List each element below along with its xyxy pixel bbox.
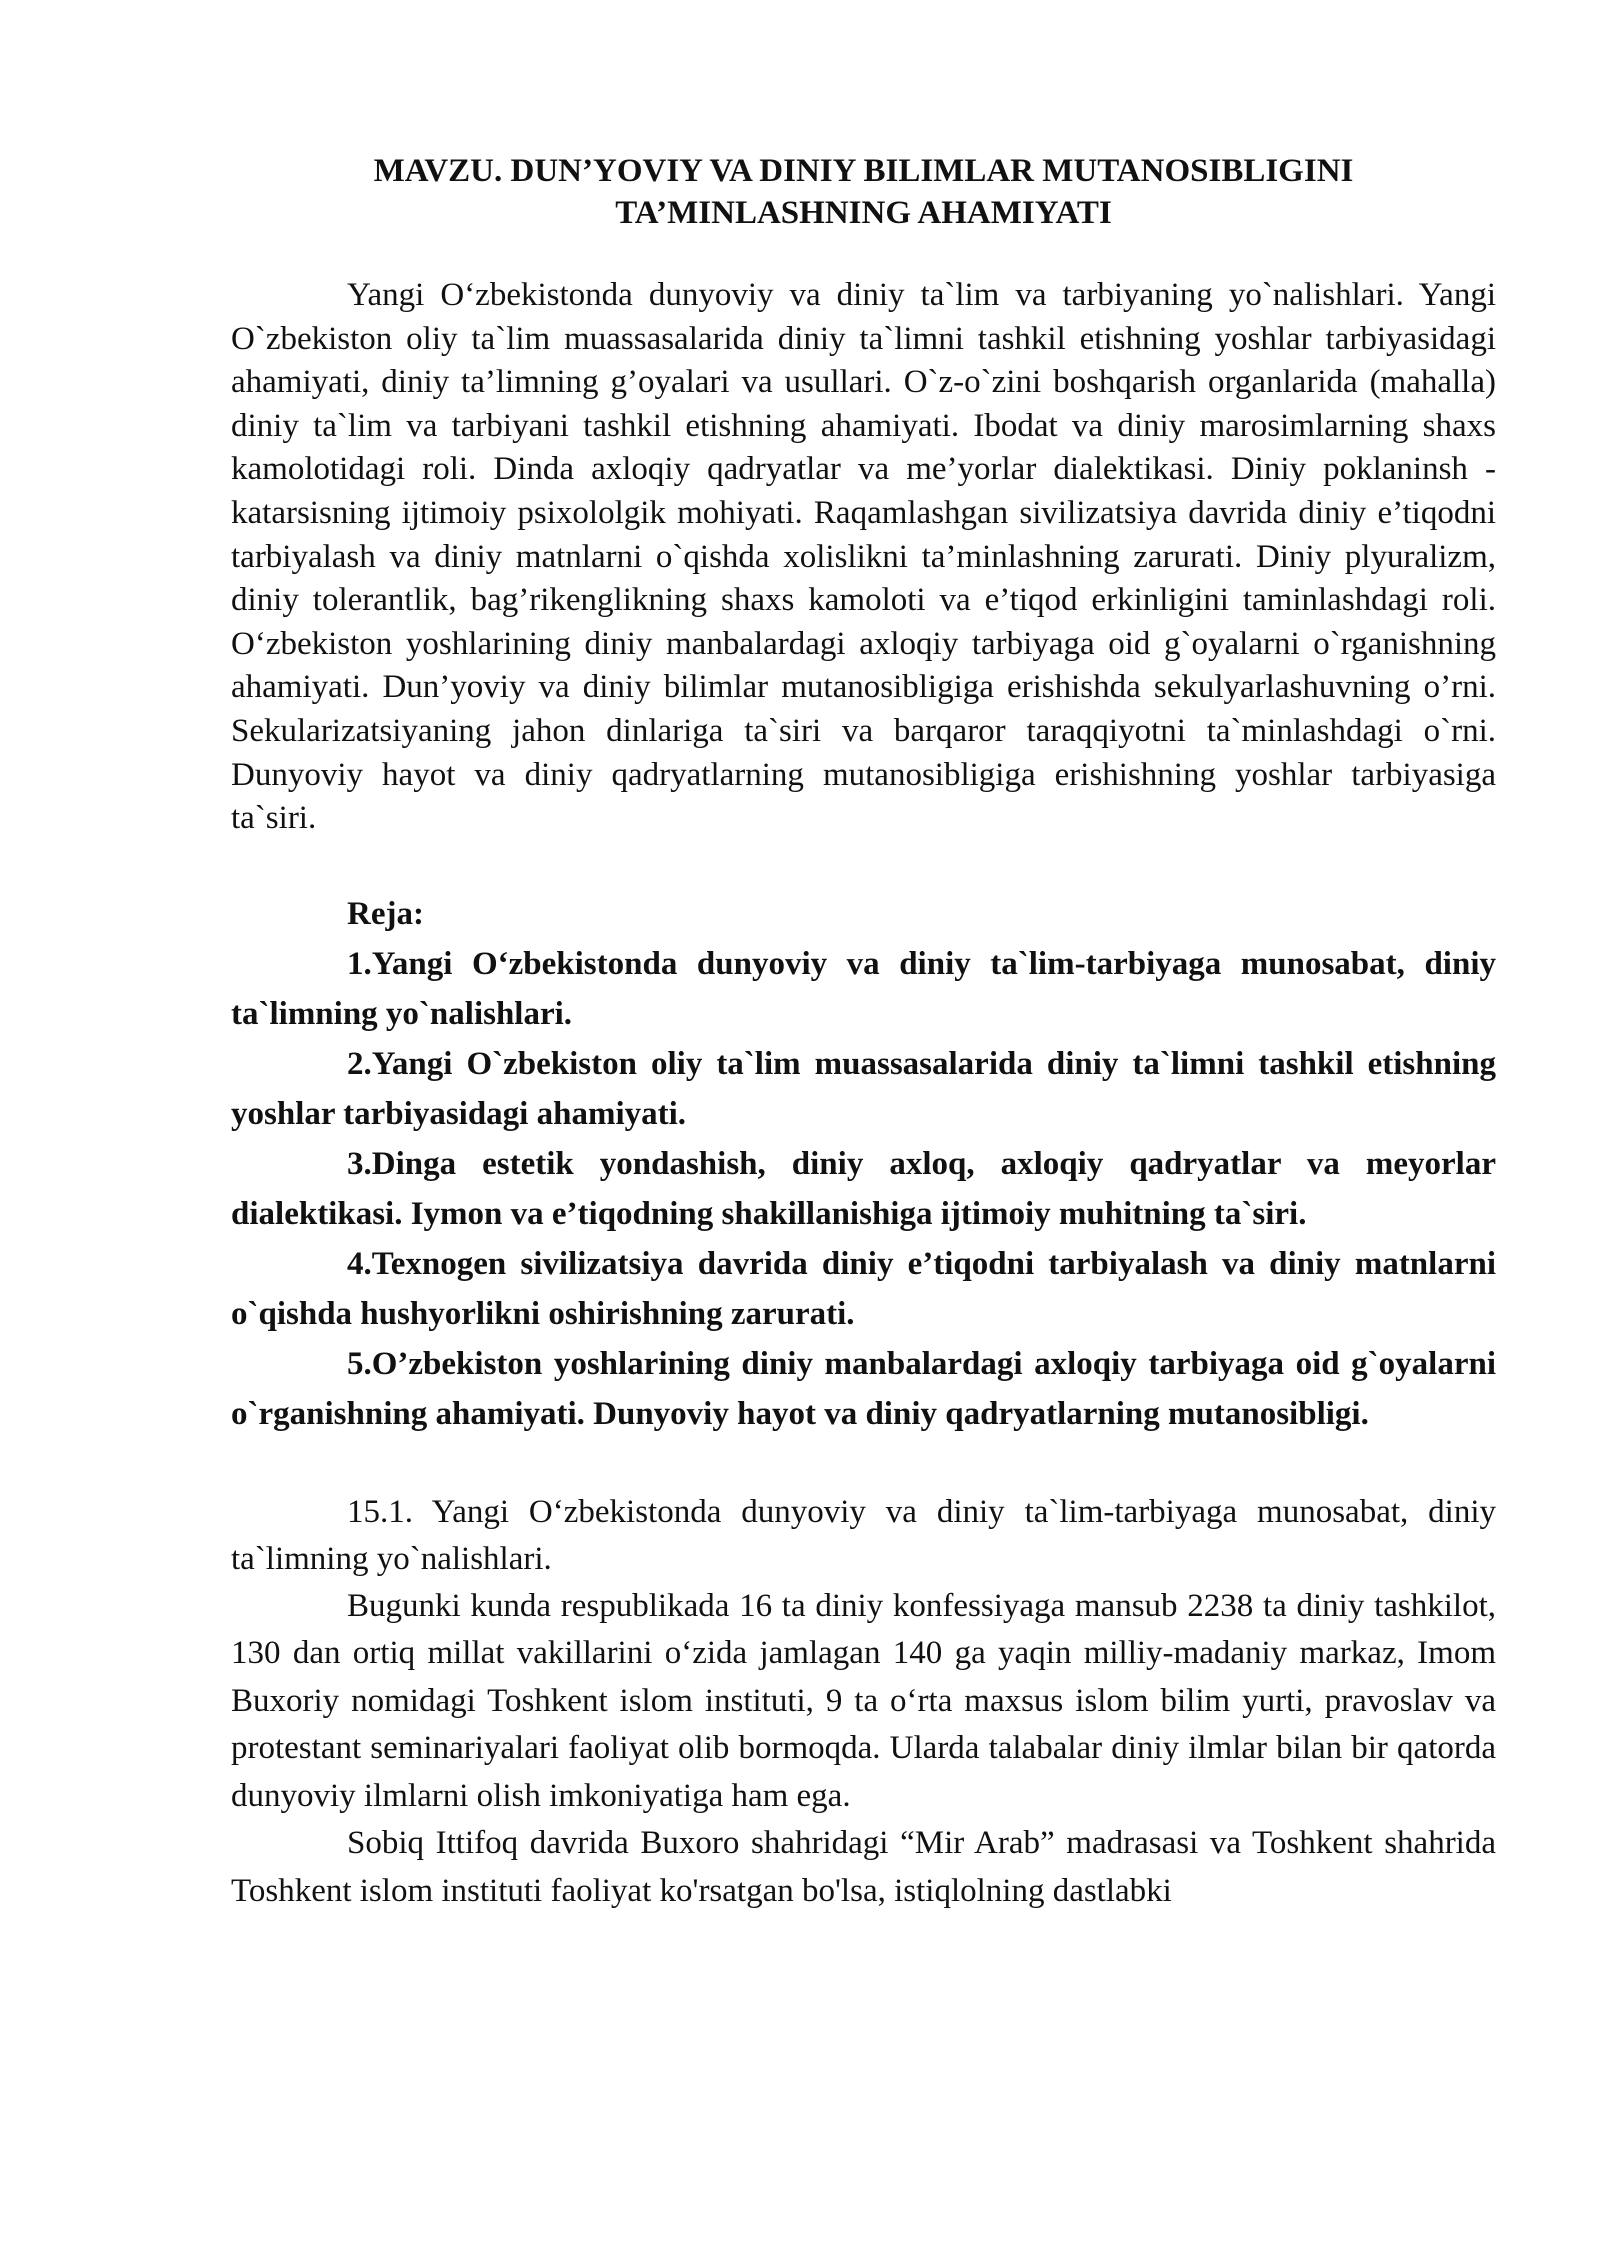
body-paragraph: Sobiq Ittifoq davrida Buxoro shahridagi “Mir Arab” madrasasi va Toshkent shahrida Toshkent islom instituti faoliyat ko'rsatgan bo'lsa, istiqlolning dastlabki bbox=[231, 1825, 1496, 1909]
plan-item: 1.Yangi O‘zbekistonda dunyoviy va diniy ta`lim-tarbiyaga munosabat, diniy ta`limning yo`nalishlari. bbox=[231, 945, 1496, 1032]
plan-item: 5.O’zbekiston yoshlarining diniy manbalardagi axloqiy tarbiyaga oid g`oyalarni o`rganishning ahamiyati. Dunyoviy hayot va diniy qadryatlarning mutanosibligi. bbox=[231, 1345, 1496, 1432]
title-line: TA’MINLASHNING AHAMIYATI bbox=[615, 195, 1112, 231]
plan-item: 3.Dinga estetik yondashish, diniy axloq, axloqiy qadryatlar va meyorlar dialektikasi. Iymon va e’tiqodning shakillanishiga ijtimoiy muhitning ta`siri. bbox=[231, 1145, 1496, 1232]
intro-paragraph: Yangi O‘zbekistonda dunyoviy va diniy ta`lim va tarbiyaning yo`nalishlari. Yangi O`zbekiston oliy ta`lim muassasalarida diniy ta`limni tashkil etishning yoshlar tarbiyasidagi ahamiyati, diniy ta’limning g’oyalari va usullari. O`z-o`zini boshqarish organlarida (mahalla) diniy ta`lim va tarbiyani tashkil etishning ahamiyati. Ibodat va diniy marosimlarning shaxs kamolotidagi roli. Dinda axloqiy qadryatlar va me’yorlar dialektikasi. Diniy poklaninsh - katarsisning ijtimoiy psixololgik mohiyati. Raqamlashgan sivilizatsiya davrida diniy e’tiqodni tarbiyalash va diniy matnlarni o`qishda xolislikni ta’minlashning zarurati. Diniy plyuralizm, diniy tolerantlik, bag’rikenglikning shaxs kamoloti va e’tiqod erkinligini taminlashdagi roli. O‘zbekiston yoshlarining diniy manbalardagi axloqiy tarbiyaga oid g`oyalarni o`rganishning ahamiyati. Dun’yoviy va diniy bilimlar mutanosibligiga erishishda sekulyarlashuvning o’rni. Sekularizatsiyaning jahon dinlariga ta`siri va barqaror taraqqiyotni ta`minlashdagi o`rni. Dunyoviy hayot va diniy qadryatlarning mutanosibligiga erishishning yoshlar tarbiyasiga ta`siri. bbox=[231, 277, 1496, 837]
section-heading: 15.1. Yangi O‘zbekistonda dunyoviy va diniy ta`lim-tarbiyaga munosabat, diniy ta`limning yo`nalishlari. bbox=[231, 1493, 1496, 1577]
document-page bbox=[231, 150, 1496, 1915]
title-line: MAVZU. DUN’YOVIY VA DINIY BILIMLAR MUTANOSIBLIGINI bbox=[373, 153, 1354, 189]
plan-item: 4.Texnogen sivilizatsiya davrida diniy e’tiqodni tarbiyalash va diniy matnlarni o`qishda hushyorlikni oshirishning zarurati. bbox=[231, 1245, 1496, 1332]
document-title bbox=[231, 150, 1496, 234]
plan-heading: Reja: bbox=[347, 895, 424, 932]
body-paragraph: Bugunki kunda respublikada 16 ta diniy konfessiyaga mansub 2238 ta diniy tashkilot, 130 dan ortiq millat vakillarini o‘zida jamlagan 140 ga yaqin milliy-madaniy markaz, Imom Buxoriy nomidagi Toshkent islom instituti, 9 ta o‘rta maxsus islom bilim yurti, pravoslav va protestant seminariyalari faoliyat olib bormoqda. Ularda talabalar diniy ilmlar bilan bir qatorda dunyoviy ilmlarni olish imkoniyatiga ham ega. bbox=[231, 1587, 1496, 1814]
plan-item: 2.Yangi O`zbekiston oliy ta`lim muassasalarida diniy ta`limni tashkil etishning yoshlar tarbiyasidagi ahamiyati. bbox=[231, 1045, 1496, 1132]
